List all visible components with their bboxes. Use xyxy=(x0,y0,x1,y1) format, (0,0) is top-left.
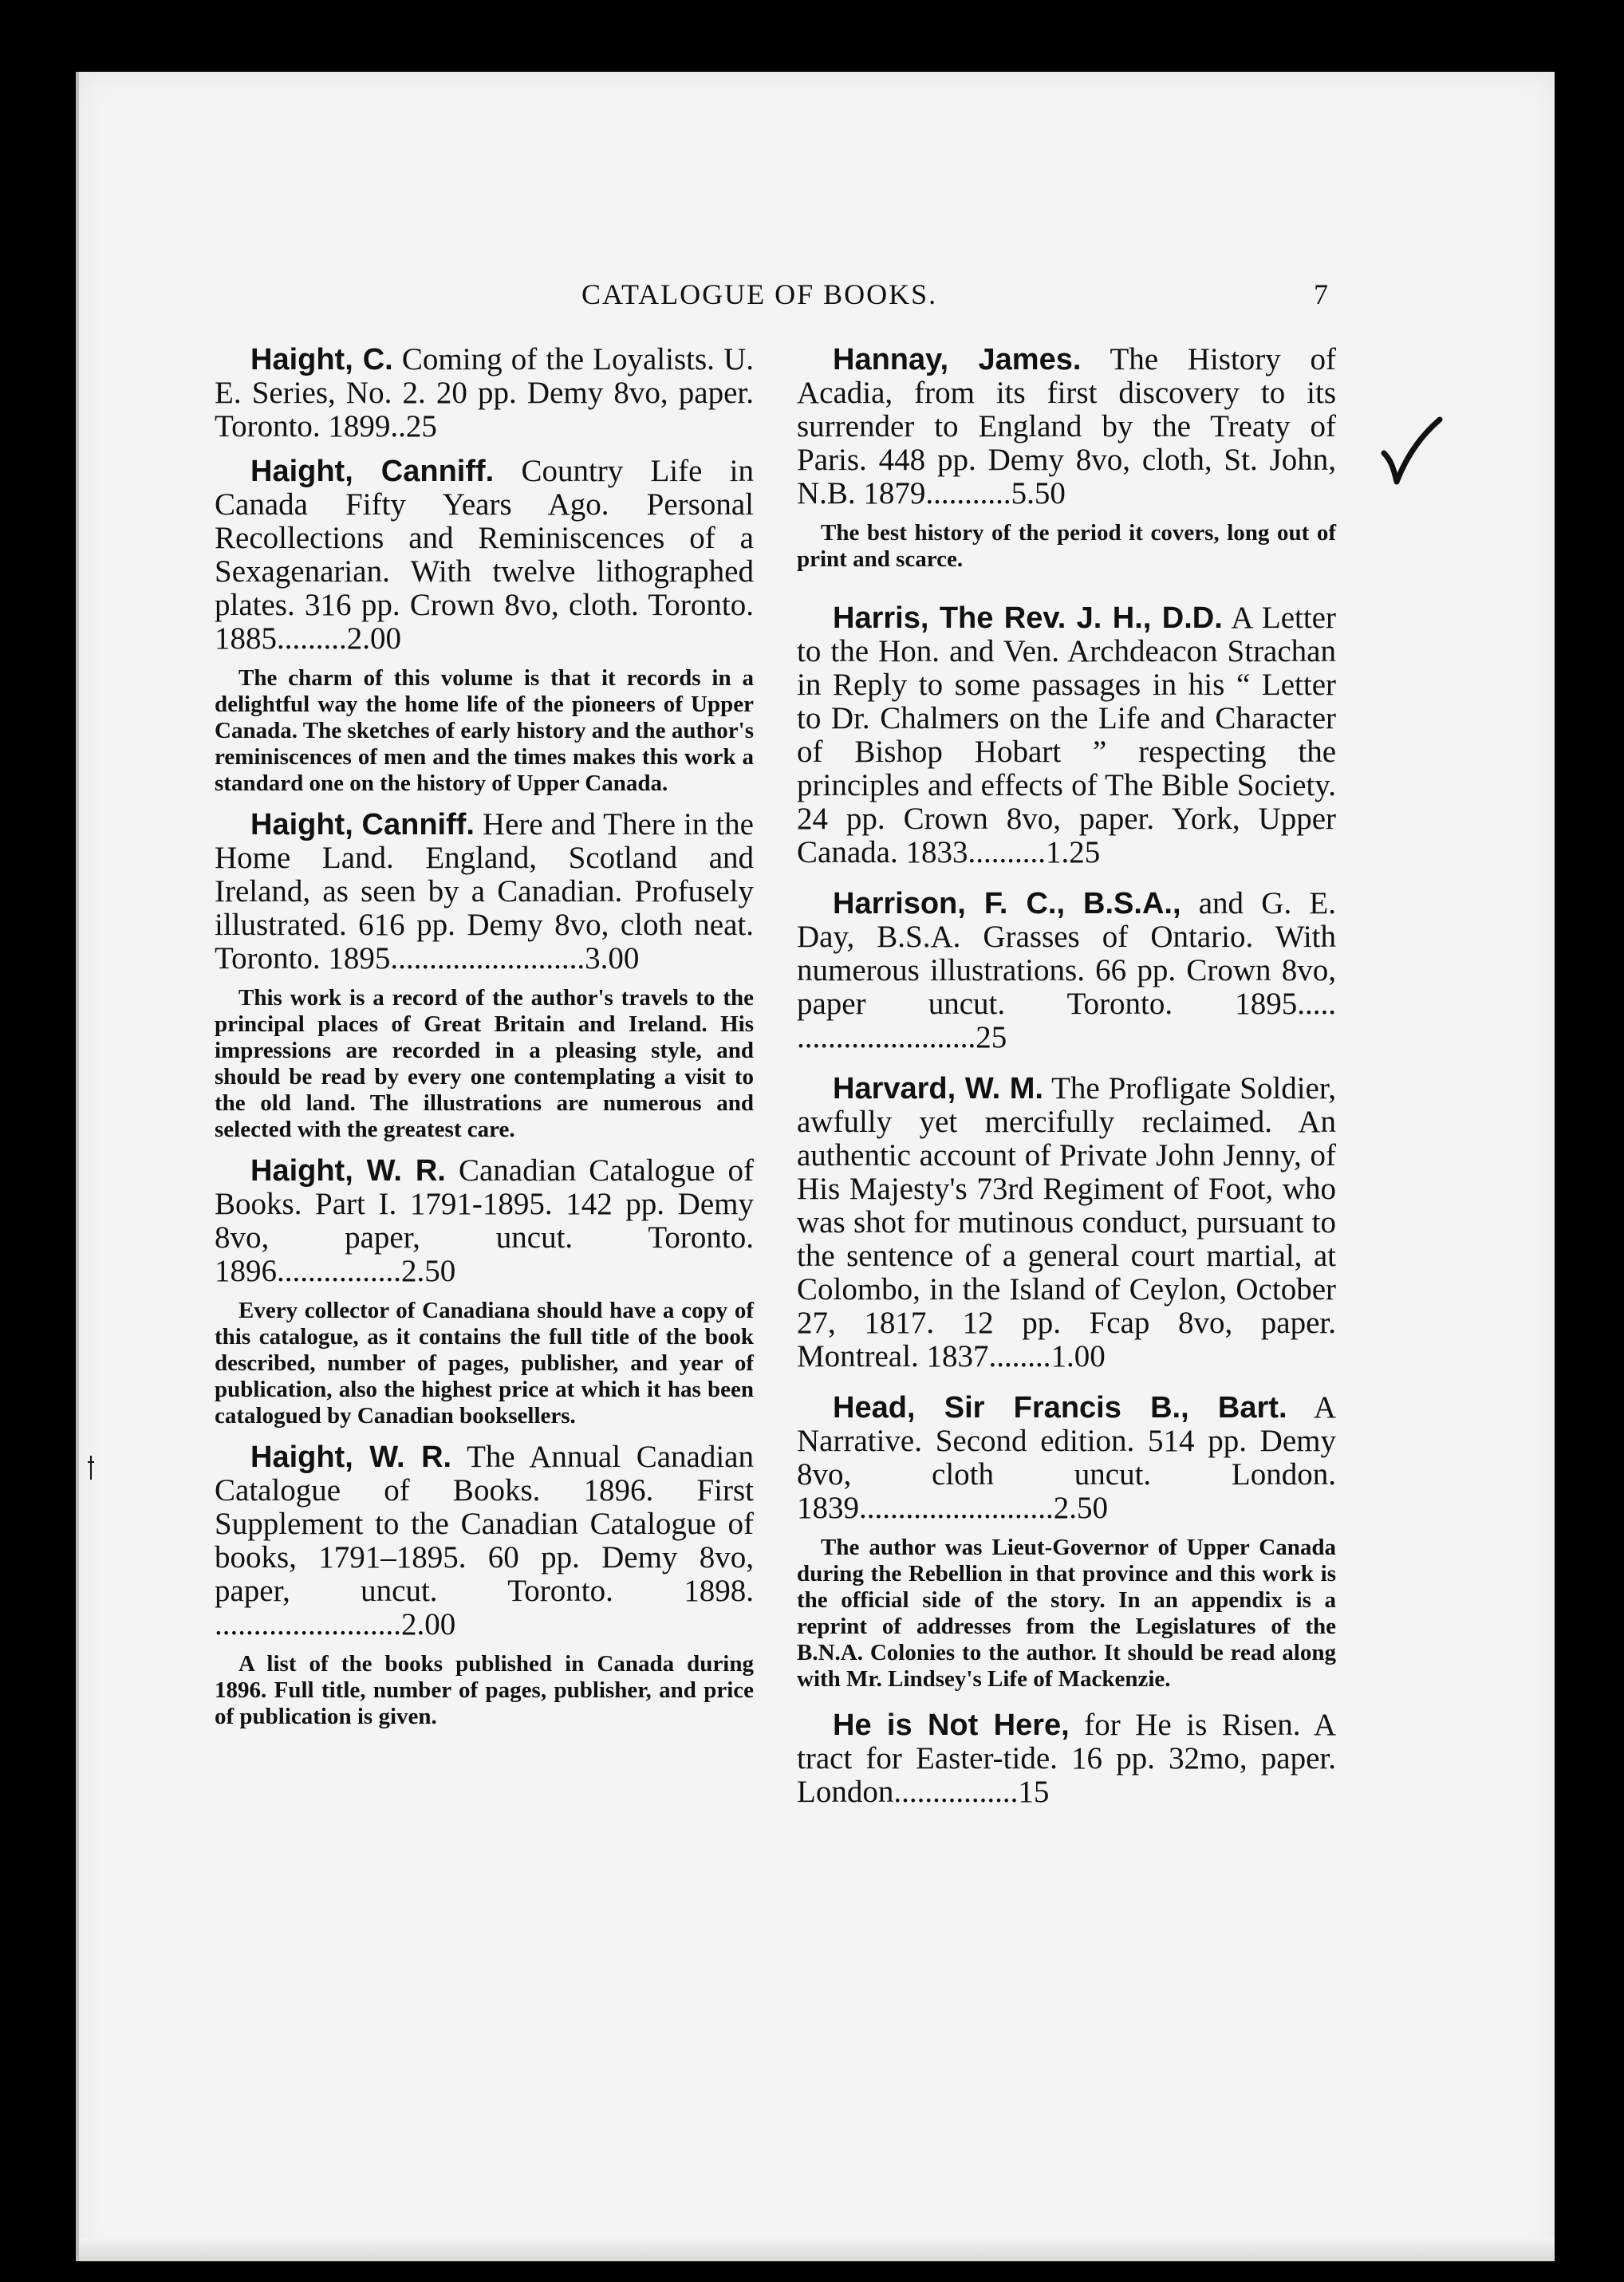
entry-author: Haight, Canniff. xyxy=(250,455,495,488)
catalogue-entry xyxy=(797,1391,1336,1693)
entry-note: The best history of the period it covers, long out of print and scarce. xyxy=(797,520,1336,572)
entry-text: A Narrative. Second edition. 514 pp. Demy 8vo, cloth uncut. London. 1839.........................2.50 xyxy=(797,1390,1336,1525)
catalogue-entry xyxy=(797,1709,1336,1809)
running-title: CATALOGUE OF BOOKS. xyxy=(581,278,938,310)
catalogue-entry xyxy=(215,1441,754,1730)
entry-author: Harvard, W. M. xyxy=(833,1072,1043,1106)
page-number: 7 xyxy=(1314,278,1328,310)
right-column xyxy=(797,343,1336,1820)
entry-author: Haight, C. xyxy=(250,343,393,376)
entry-note: Every collector of Canadiana should have a copy of this catalogue, as it contains the full title of the book described, number of pages, publisher, and year of publication, also the highest price at which it has been catalogued by Canadian booksellers. xyxy=(215,1298,754,1429)
catalogue-entry xyxy=(215,343,754,443)
catalogue-entry xyxy=(215,455,754,797)
entry-author: Haight, W. R. xyxy=(250,1154,446,1188)
catalogue-entry xyxy=(215,1154,754,1429)
page-header xyxy=(79,278,1555,317)
left-column xyxy=(215,343,754,1741)
entry-author: Harris, The Rev. J. H., D.D. xyxy=(833,601,1223,635)
entry-note: The author was Lieut-Governor of Upper Canada during the Rebellion in that province and this work is the official side of the story. In an appendix is a reprint of addresses from the Legislatures of the B.N.A. Colonies to the author. It should be read along with Mr. Lindsey's Life of Mackenzie. xyxy=(797,1535,1336,1692)
entry-text: The Annual Canadian Catalogue of Books. 1896. First Supplement to the Canadian Catalogue of books, 1791–1895. 60 pp. Demy 8vo, paper, uncut. Toronto. 1898. ........................2.00 xyxy=(215,1440,754,1642)
margin-dagger-mark xyxy=(88,1456,94,1480)
catalogue-entry xyxy=(215,808,754,1143)
entry-text: The Profligate Soldier, awfully yet mercifully reclaimed. An authentic account of Private John Jenny, of His Majesty's 73rd Regiment of Foot, who was shot for mutinous conduct, pursuant to the sentence of a general court martial, at Colombo, in the Island of Ceylon, October 27, 1817. 12 pp. Fcap 8vo, paper. Montreal. 1837........1.00 xyxy=(797,1071,1337,1374)
entry-author: Head, Sir Francis B., Bart. xyxy=(833,1391,1287,1425)
checkmark-icon xyxy=(1379,415,1443,487)
entry-text: Here and There in the Home Land. England, Scotland and Ireland, as seen by a Canadian. Profusely illustrated. 616 pp. Demy 8vo, cloth neat. Toronto. 1895.........................3.00 xyxy=(215,807,754,975)
entry-author: Haight, W. R. xyxy=(250,1441,452,1474)
catalogue-entry xyxy=(797,887,1336,1054)
entry-author: Haight, Canniff. xyxy=(250,808,475,841)
entry-author: Hannay, James. xyxy=(833,343,1082,376)
entry-note: This work is a record of the author's travels to the principal places of Great Britain and Ireland. His impressions are recorded in a pleasing style, and should be read by every one contemplating a visit to the old land. The illustrations are numerous and selected with the greatest care. xyxy=(215,985,754,1142)
catalogue-entry xyxy=(797,601,1336,869)
entry-note: The charm of this volume is that it records in a delightful way the home life of the pioneers of Upper Canada. The sketches of early history and the author's reminiscences of men and the times makes this work a standard one on the history of Upper Canada. xyxy=(215,665,754,796)
catalogue-page xyxy=(76,72,1555,2261)
entry-text: Country Life in Canada Fifty Years Ago. Personal Recollections and Reminiscences of a Sexagenarian. With twelve lithographed plates. 316 pp. Crown 8vo, cloth. Toronto. 1885.........2.00 xyxy=(215,454,754,656)
entry-text: Canadian Catalogue of Books. Part I. 1791-1895. 142 pp. Demy 8vo, paper, uncut. Toronto. 1896................2.50 xyxy=(215,1153,754,1288)
entry-text: The History of Acadia, from its first discovery to its surrender to England by the Treaty of Paris. 448 pp. Demy 8vo, cloth, St. John, N.B. 1879...........5.50 xyxy=(797,342,1336,510)
entry-author: He is Not Here, xyxy=(833,1709,1070,1742)
entry-author: Harrison, F. C., B.S.A., xyxy=(833,887,1181,920)
page-bottom-edge xyxy=(79,2237,1555,2261)
entry-text: Coming of the Loyalists. U. E. Series, No. 2. 20 pp. Demy 8vo, paper. Toronto. 1899..25 xyxy=(215,342,754,443)
entry-text: and G. E. Day, B.S.A. Grasses of Ontario. With numerous illustrations. 66 pp. Crown 8vo, paper uncut. Toronto. 1895..... .......................25 xyxy=(797,886,1337,1054)
entry-text: A Letter to the Hon. and Ven. Archdeacon Strachan in Reply to some passages in his “ Letter to Dr. Chalmers on the Life and Character of Bishop Hobart ” respecting the principles and effects of The Bible Society. 24 pp. Crown 8vo, paper. York, Upper Canada. 1833..........1.25 xyxy=(797,601,1336,869)
catalogue-entry xyxy=(797,343,1336,573)
entry-note: A list of the books published in Canada during 1896. Full title, number of pages, publisher, and price of publication is given. xyxy=(215,1651,754,1729)
catalogue-entry xyxy=(797,1072,1336,1374)
entry-text: for He is Risen. A tract for Easter-tide. 16 pp. 32mo, paper. London................15 xyxy=(797,1708,1336,1809)
